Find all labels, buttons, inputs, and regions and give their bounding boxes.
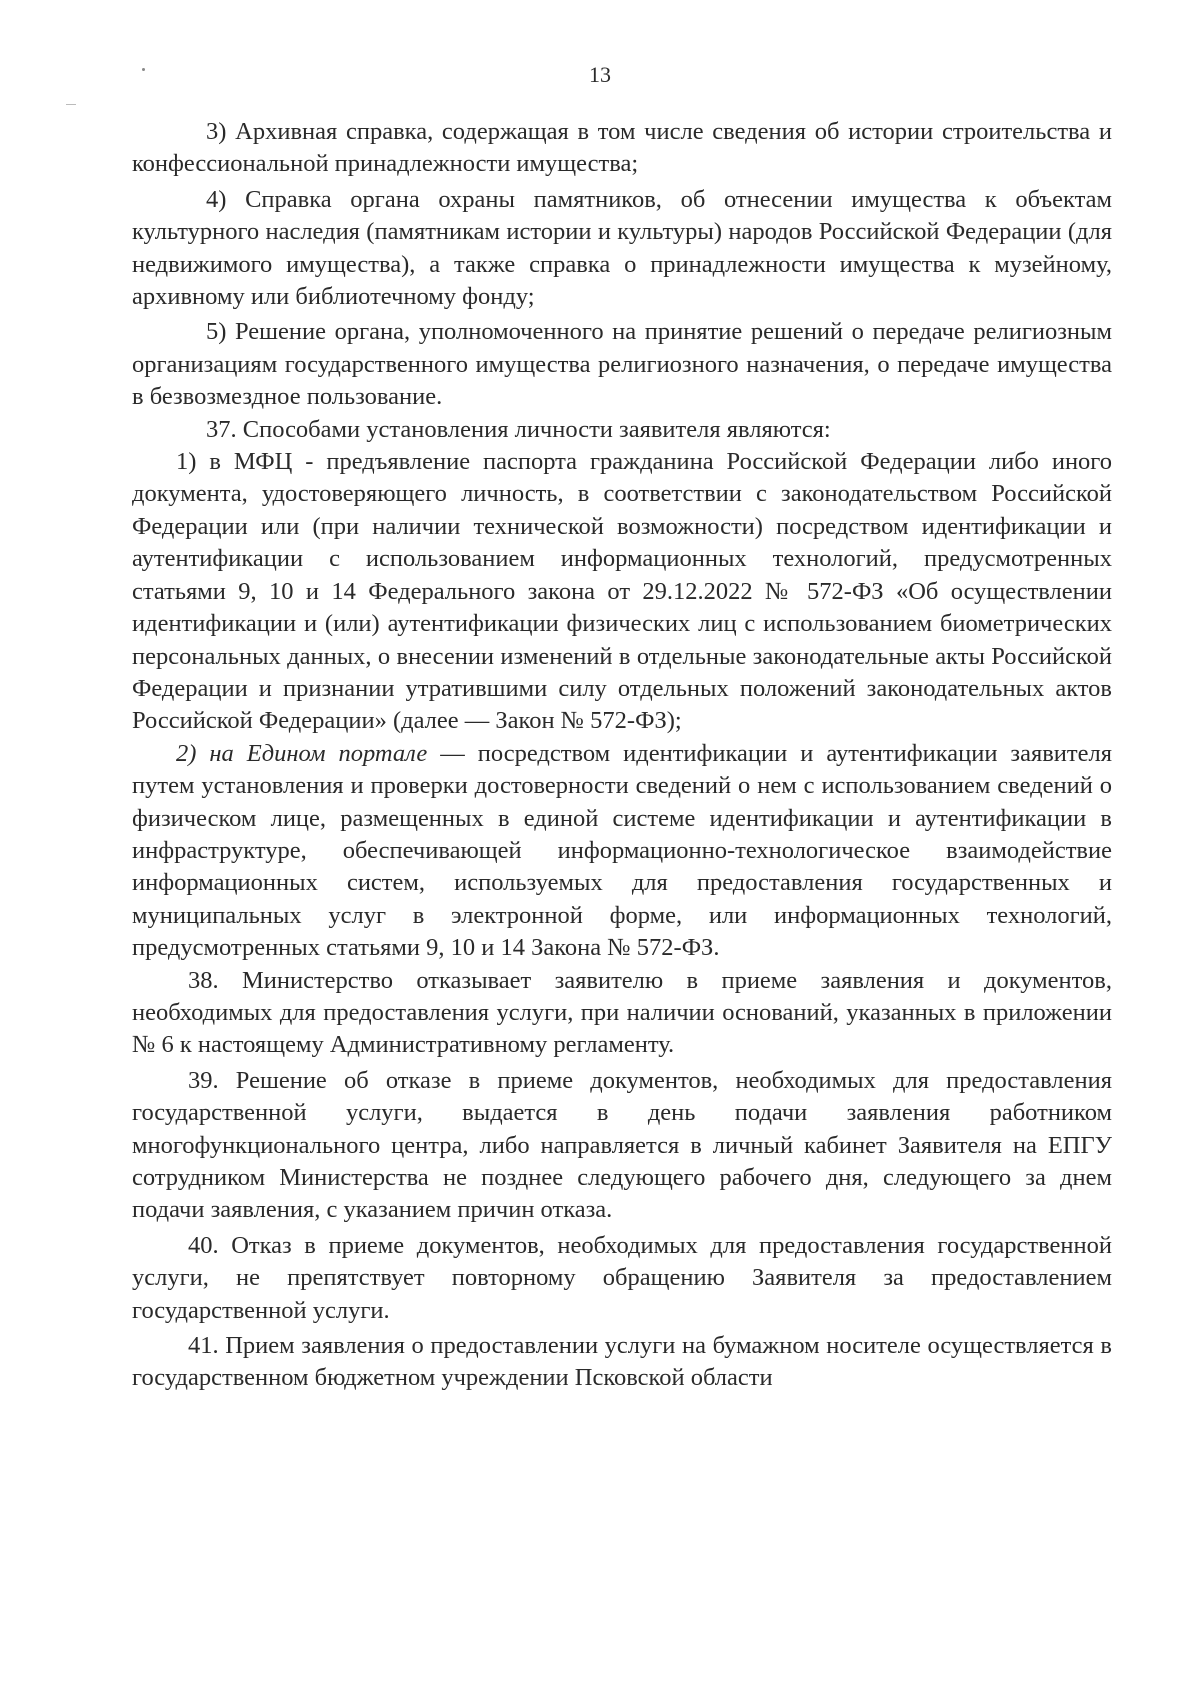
- scan-speck: [66, 104, 76, 105]
- document-body: [132, 116, 1112, 1395]
- scan-speck: [142, 68, 145, 71]
- item-3-paragraph: 3) Архивная справка, содержащая в том числе сведения об истории строительства и конфессиональной принадлежности имущества;: [132, 118, 1112, 178]
- item-5-paragraph: 5) Решение органа, уполномоченного на принятие решений о передаче религиозным организациям государственного имущества религиозного назначения, о передаче имущества в безвозмездное пользование.: [132, 318, 1112, 411]
- clause-37-subitem-1: 1) в МФЦ - предъявление паспорта гражданина Российской Федерации либо иного документа, удостоверяющего личность, в соответствии с законодательством Российской Федерации или (при наличии технической возможности) посредством идентификации и аутентификации с использованием информационных технологий, предусмотренных статьями 9, 10 и 14 Федерального закона от 29.12.2022 № 572-ФЗ «Об осуществлении идентификации и (или) аутентификации физических лиц с использованием биометрических персональных данных, о внесении изменений в отдельные законодательные акты Российской Федерации и признании утратившими силу отдельных положений законодательных актов Российской Федерации» (далее — Закон № 572-ФЗ);: [132, 448, 1112, 735]
- item-4-paragraph: 4) Справка органа охраны памятников, об отнесении имущества к объектам культурного наследия (памятникам истории и культуры) народов Российской Федерации (для недвижимого имущества), а также справка о принадлежности имущества к музейному, архивному или библиотечному фонду;: [132, 185, 1112, 311]
- clause-38-paragraph: 38. Министерство отказывает заявителю в приеме заявления и документов, необходимых для предоставления услуги, при наличии оснований, указанных в приложении № 6 к настоящему Административному регламенту.: [132, 966, 1112, 1059]
- clause-37-subitem-2-text: — посредством идентификации и аутентификации заявителя путем установления и проверки достоверности сведений о нем с использованием сведений о физическом лице, размещенных в единой системе идентификации и аутентификации в инфраструктуре, обеспечивающей информационно-технологическое взаимодействие информационных систем, используемых для предоставления государственных и муниципальных услуг в электронной форме, или информационных технологий, предусмотренных статьями 9, 10 и 14 Закона № 572-ФЗ.: [132, 739, 1112, 962]
- clause-39-paragraph: 39. Решение об отказе в приеме документов, необходимых для предоставления государственной услуги, выдается в день подачи заявления работником многофункционального центра, либо направляется в личный кабинет Заявителя на ЕПГУ сотрудником Министерства не позднее следующего рабочего дня, следующего за днем подачи заявления, с указанием причин отказа.: [132, 1066, 1112, 1224]
- clause-37-subitem-2: [132, 738, 1112, 965]
- clause-37-heading: 37. Способами установления личности заявителя являются:: [206, 415, 831, 443]
- clause-40-paragraph: 40. Отказ в приеме документов, необходимых для предоставления государственной услуги, не препятствует повторному обращению Заявителя за предоставлением государственной услуги.: [132, 1231, 1112, 1324]
- clause-41-paragraph: 41. Прием заявления о предоставлении услуги на бумажном носителе осуществляется в государственном бюджетном учреждении Псковской области: [132, 1332, 1112, 1392]
- clause-37-subitem-2-lead: 2) на Едином портале: [176, 739, 428, 767]
- page-number: 13: [589, 62, 611, 87]
